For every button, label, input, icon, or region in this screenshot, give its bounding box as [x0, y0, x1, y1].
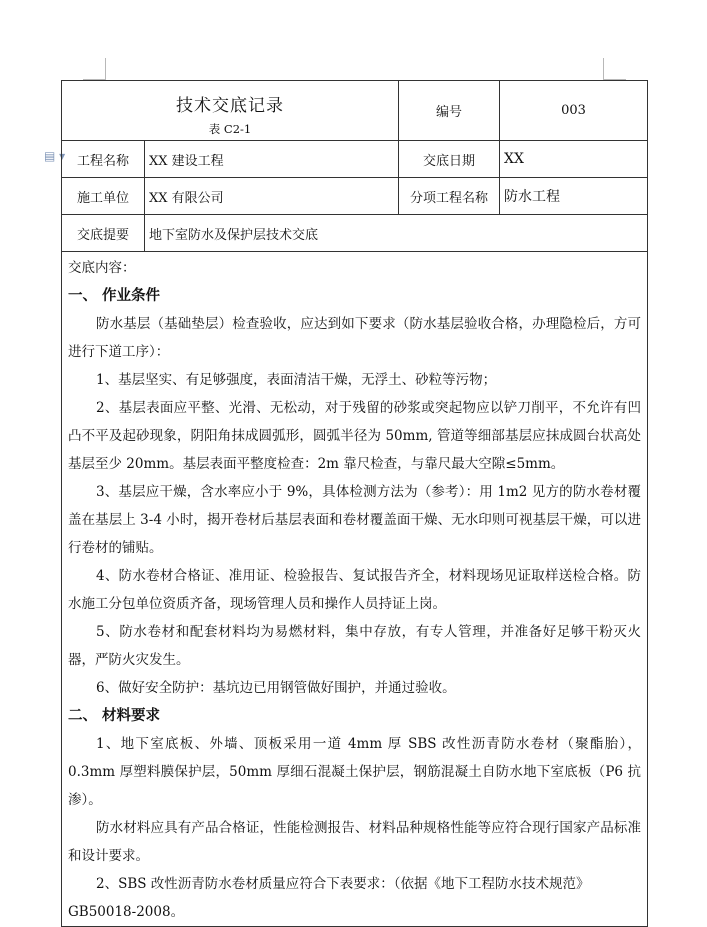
subproject-value[interactable]: 防水工程: [500, 178, 648, 215]
summary-label: 交底提要: [62, 215, 145, 252]
section-2-title: 二、 材料要求: [68, 708, 161, 724]
summary-value[interactable]: 地下室防水及保护层技术交底: [145, 215, 648, 252]
paragraph: 6、做好安全防护：基坑边已用钢管做好围护，并通过验收。: [96, 680, 456, 696]
number-label: 编号: [399, 81, 500, 141]
paragraph: 1、地下室底板、外墙、顶板采用一道 4mm 厚 SBS 改性沥青防水卷材（聚酯胎），0.3mm 厚塑料膜保护层，50mm 厚细石混凝土保护层，钢筋混凝土自防水地下室底板（P6 抗渗）。: [68, 736, 641, 808]
table-code: 表 C2-1: [208, 122, 252, 136]
paragraph: 5、防水卷材和配套材料均为易燃材料，集中存放，有专人管理，并准备好足够干粉灭火器，严防火灾发生。: [68, 624, 641, 668]
project-name-label: 工程名称: [62, 141, 145, 178]
subproject-label: 分项工程名称: [399, 178, 500, 215]
paragraph: 防水材料应具有产品合格证，性能检测报告、材料品种规格性能等应符合现行国家产品标准和设计要求。: [68, 820, 641, 864]
date-value[interactable]: XX: [500, 141, 648, 178]
paragraph: 1、基层坚实、有足够强度，表面清洁干燥，无浮土、砂粒等污物；: [96, 372, 497, 388]
paragraph: 3、基层应干燥，含水率应小于 9%，具体检测方法为（参考）：用 1m2 见方的防水卷材覆盖在基层上 3-4 小时，揭开卷材后基层表面和卷材覆盖面干燥、无水印则可视基层干燥，可以进行卷材的铺贴。: [68, 484, 641, 556]
paragraph: 2、基层表面应平整、光滑、无松动，对于残留的砂浆或突起物应以铲刀削平，不允许有凹凸不平及起砂现象，阴阳角抹成圆弧形，圆弧半径为 50mm, 管道等细部基层应抹成圆台状高处基层至少 20mm。基层表面平整度检查：2m 靠尺检查，与靠尺最大空隙≤5mm。: [68, 400, 641, 472]
tech-disclosure-form: [61, 80, 648, 927]
title-cell: [62, 81, 399, 141]
table-anchor-icon[interactable]: ▤ ▾: [44, 149, 66, 163]
contractor-value[interactable]: XX 有限公司: [145, 178, 399, 215]
disclosure-content: [68, 254, 641, 926]
crop-mark-left-vertical: [105, 58, 106, 80]
paragraph: 防水基层（基础垫层）检查验收，应达到如下要求（防水基层验收合格，办理隐检后，方可进行下道工序）：: [68, 316, 641, 360]
paragraph: 2、SBS 改性沥青防水卷材质量应符合下表要求：（依据《地下工程防水技术规范》: [96, 876, 590, 892]
disclosure-content-cell[interactable]: [62, 252, 648, 927]
paragraph: GB50018-2008。: [68, 904, 185, 920]
date-label: 交底日期: [399, 141, 500, 178]
contractor-label: 施工单位: [62, 178, 145, 215]
form-title: 技术交底记录: [176, 96, 284, 116]
section-1-title: 一、 作业条件: [68, 288, 161, 304]
number-value[interactable]: 003: [500, 81, 648, 141]
project-name-value[interactable]: XX 建设工程: [145, 141, 399, 178]
content-heading: 交底内容：: [68, 260, 136, 276]
crop-mark-right-vertical: [603, 58, 604, 80]
paragraph: 4、防水卷材合格证、准用证、检验报告、复试报告齐全，材料现场见证取样送检合格。防水施工分包单位资质齐备，现场管理人员和操作人员持证上岗。: [68, 568, 641, 612]
